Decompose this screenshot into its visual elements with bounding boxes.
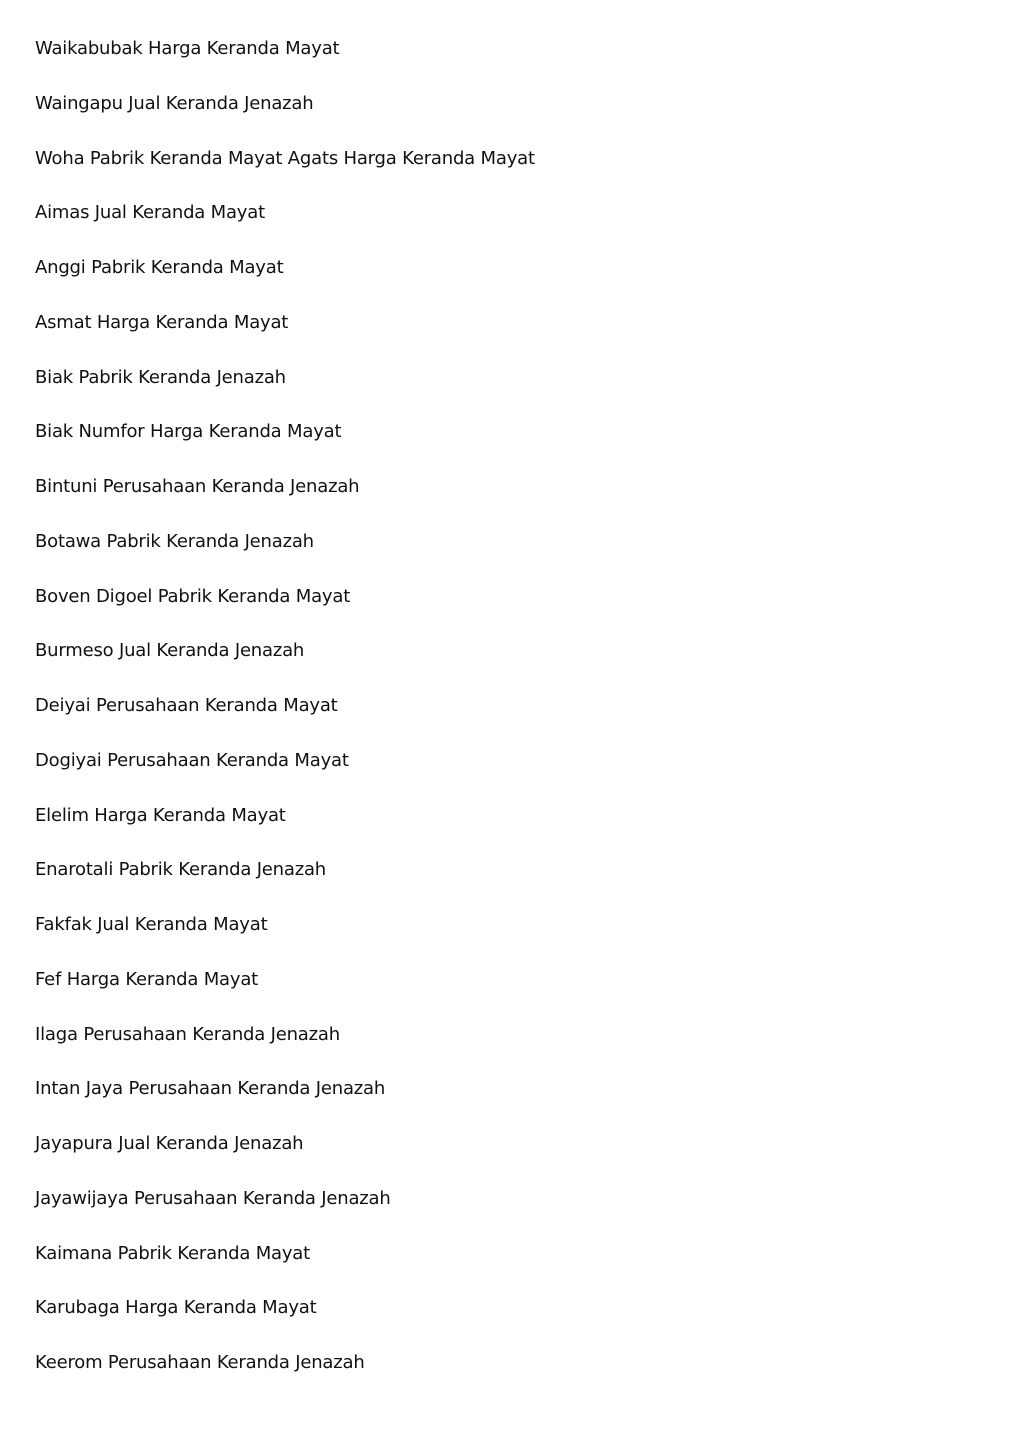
list-item: Dogiyai Perusahaan Keranda Mayat [35,749,349,771]
list-item: Botawa Pabrik Keranda Jenazah [35,530,314,552]
text-list [35,36,535,1405]
list-item: Fef Harga Keranda Mayat [35,968,259,990]
list-item: Jayapura Jual Keranda Jenazah [35,1133,304,1154]
list-item: Boven Digoel Pabrik Keranda Mayat [35,585,351,607]
list-item: Anggi Pabrik Keranda Mayat [35,257,284,278]
list-item: Ilaga Perusahaan Keranda Jenazah [35,1023,340,1045]
list-item: Burmeso Jual Keranda Jenazah [35,640,305,662]
list-item: Biak Numfor Harga Keranda Mayat [35,421,342,443]
list-item: Woha Pabrik Keranda Mayat Agats Harga Keranda Mayat [35,147,535,169]
list-item: Enarotali Pabrik Keranda Jenazah [35,859,326,881]
list-item: Aimas Jual Keranda Mayat [35,202,265,224]
list-item: Intan Jaya Perusahaan Keranda Jenazah [35,1078,386,1100]
list-item: Waingapu Jual Keranda Jenazah [35,92,314,114]
list-item: Keerom Perusahaan Keranda Jenazah [35,1352,365,1373]
list-item: Elelim Harga Keranda Mayat [35,804,286,826]
list-item: Kaimana Pabrik Keranda Mayat [35,1242,310,1264]
list-item: Jayawijaya Perusahaan Keranda Jenazah [35,1187,391,1209]
list-item: Asmat Harga Keranda Mayat [35,311,289,333]
list-item: Karubaga Harga Keranda Mayat [35,1297,317,1319]
list-item: Fakfak Jual Keranda Mayat [35,914,268,935]
list-item: Waikabubak Harga Keranda Mayat [35,38,340,59]
list-item: Deiyai Perusahaan Keranda Mayat [35,695,338,716]
list-item: Bintuni Perusahaan Keranda Jenazah [35,476,360,497]
list-item: Biak Pabrik Keranda Jenazah [35,366,286,388]
